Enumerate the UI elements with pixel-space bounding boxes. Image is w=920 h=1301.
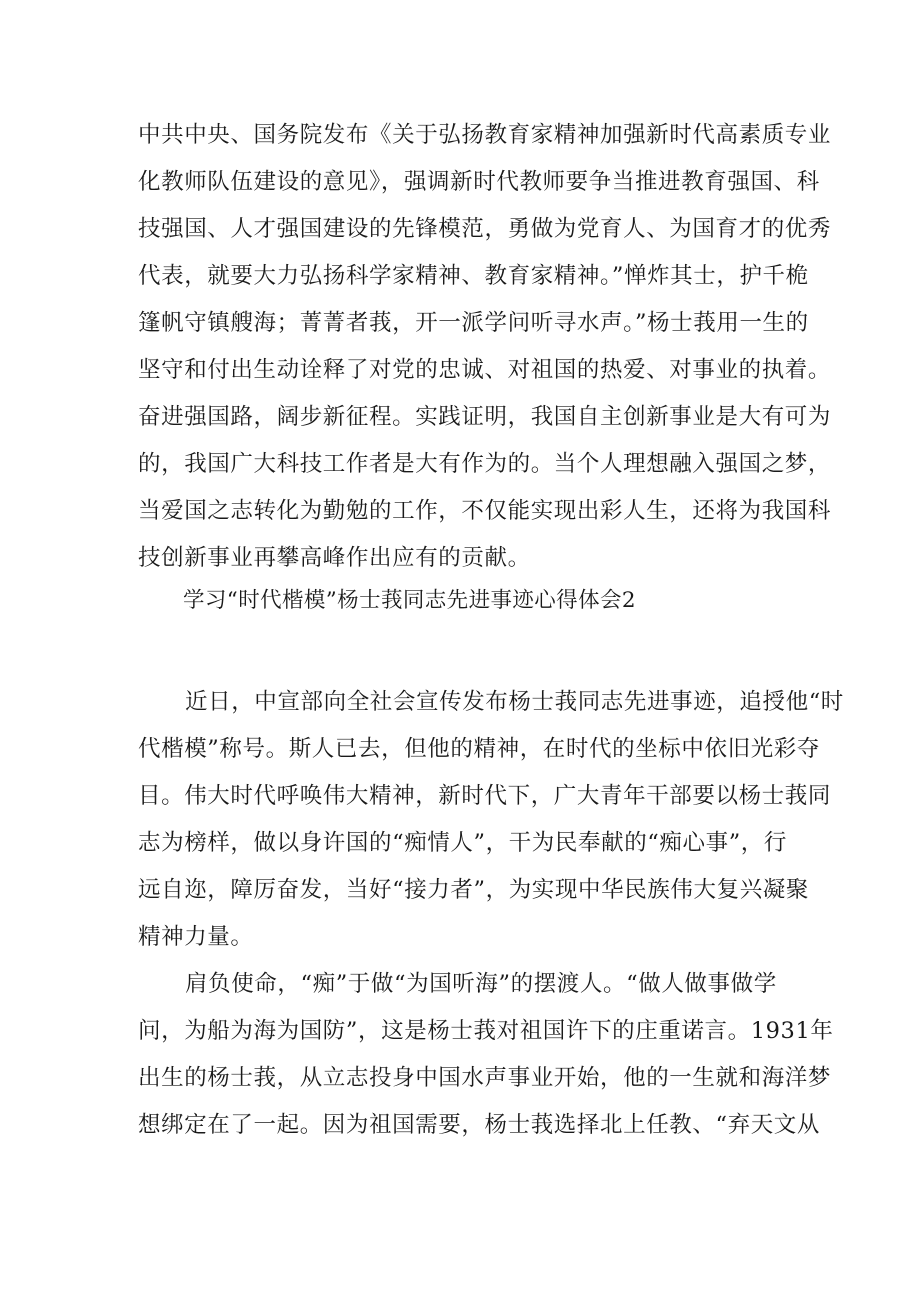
text-line: 志为榜样，做以身许国的“痴情人”，干为民奉献的“痴心事”，行 (138, 830, 788, 856)
text-line: 化教师队伍建设的意见》，强调新时代教师要争当推进教育强国、科 (138, 169, 820, 195)
text-line: 技强国、人才强国建设的先锋模范，勇做为党育人、为国育才的优秀 (138, 216, 832, 242)
text-line: 目。伟大时代呼唤伟大精神，新时代下，广大青年干部要以杨士莪同 (138, 783, 832, 809)
section-title: 学习“时代楷模”杨士莪同志先进事迹心得体会2 (183, 588, 636, 613)
text-line: 篷帆守镇艘海；菁菁者莪，开一派学问听寻水声。”杨士莪用一生的 (138, 310, 809, 336)
text-line: 的，我国广大科技工作者是大有作为的。当个人理想融入强国之梦， (138, 451, 832, 477)
body-paragraphs (138, 679, 844, 1149)
text-line: 想绑定在了一起。因为祖国需要，杨士莪选择北上任教、“弃天文从 (138, 1112, 821, 1138)
text-line: 代楷模”称号。斯人已去，但他的精神，在时代的坐标中依旧光彩夺 (138, 736, 821, 762)
text-line: 肩负使命，“痴”于做“为国听海”的摆渡人。“做人做事做学 (185, 971, 777, 997)
text-line: 当爱国之志转化为勤勉的工作，不仅能实现出彩人生，还将为我国科 (138, 498, 832, 524)
text-line: 远自迩，障厉奋发，当好“接力者”，为实现中华民族伟大复兴凝聚 (138, 877, 810, 903)
text-line: 精神力量。 (138, 924, 254, 950)
text-line: 坚守和付出生动诠释了对党的忠诚、对祖国的热爱、对事业的执着。 (138, 357, 832, 383)
text-line: 近日，中宣部向全社会宣传发布杨士莪同志先进事迹，追授他“时 (185, 689, 844, 715)
intro-paragraph (138, 112, 832, 582)
text-line: 问，为船为海为国防”，这是杨士莪对祖国许下的庄重诺言。1931年 (138, 1018, 834, 1044)
text-line: 奋进强国路，阔步新征程。实践证明，我国自主创新事业是大有可为 (138, 404, 832, 430)
text-line: 代表，就要大力弘扬科学家精神、教育家精神。”惮炸其士，护千桅 (138, 263, 809, 289)
text-line: 中共中央、国务院发布《关于弘扬教育家精神加强新时代高素质专业 (138, 122, 832, 148)
text-line: 出生的杨士莪，从立志投身中国水声事业开始，他的一生就和海洋梦 (138, 1065, 832, 1091)
text-line: 技创新事业再攀高峰作出应有的贡献。 (138, 545, 531, 571)
